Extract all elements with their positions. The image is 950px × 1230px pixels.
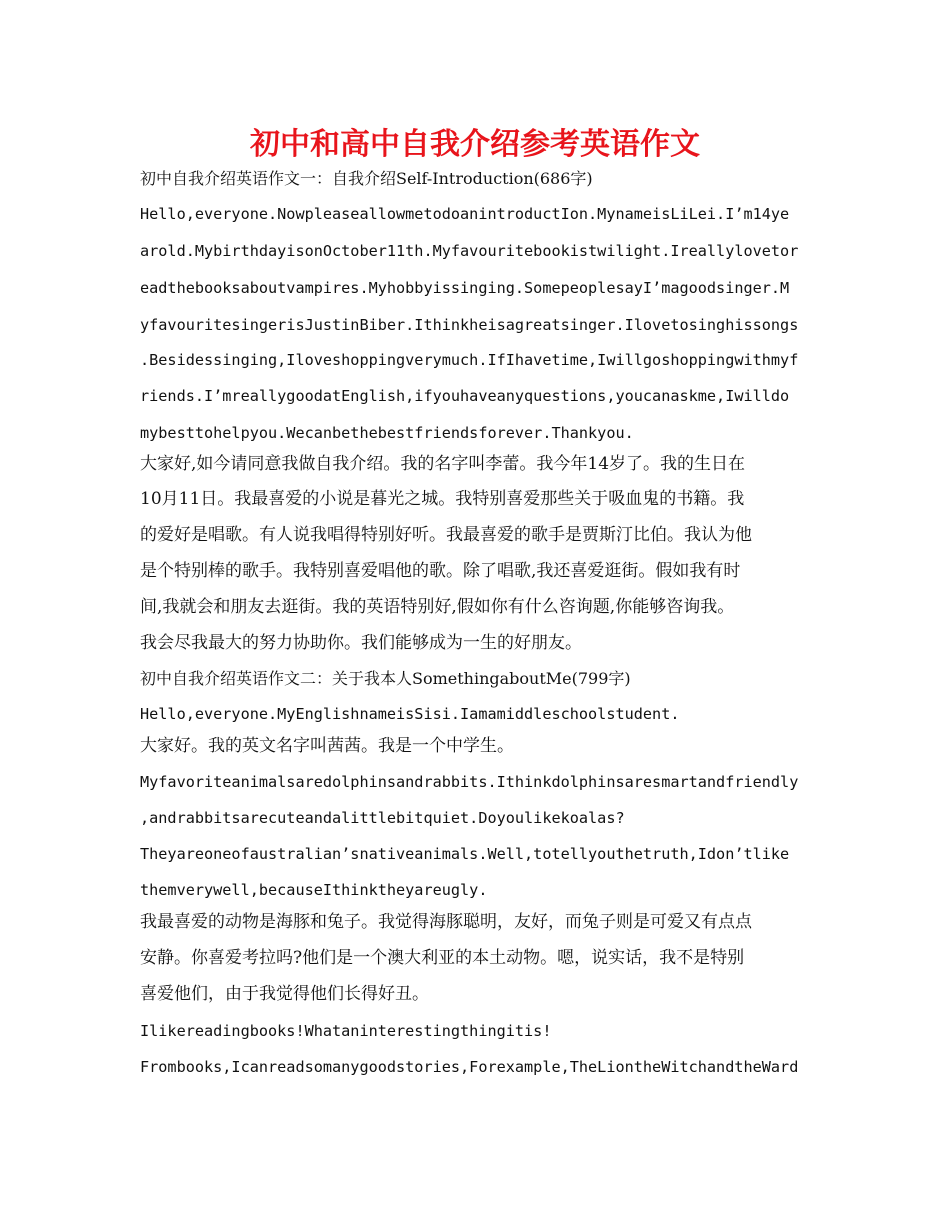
- essay-1-english-line: eadthebooksaboutvampires.Myhobbyissinging.SomepeoplesayI’magoodsinger.M: [140, 279, 790, 297]
- essay-2-chinese-line: 大家好。我的英文名字叫茜茜。我是一个中学生。: [140, 736, 514, 756]
- essay-2-english-line: Myfavoriteanimalsaredolphinsandrabbits.Ithinkdolphinsaresmartandfriendly: [140, 773, 799, 791]
- essay-1-english-line: .Besidessinging,Iloveshoppingverymuch.IfIhavetime,Iwillgoshoppingwithmyf: [140, 351, 799, 369]
- essay-1-english-line: riends.I’mreallygoodatEnglish,ifyouhaveanyquestions,youcanaskme,Iwilldo: [140, 387, 790, 405]
- essay-2-english-line: Frombooks,Icanreadsomanygoodstories,Forexample,TheLiontheWitchandtheWard: [140, 1058, 799, 1076]
- essay-1-chinese-line: 大家好,如今请同意我做自我介绍。我的名字叫李蕾。我今年14岁了。我的生日在: [140, 454, 746, 474]
- essay-1-chinese-line: 间,我就会和朋友去逛街。我的英语特别好,假如你有什么咨询题,你能够咨询我。: [140, 597, 735, 617]
- essay-2-english-line: Ilikereadingbooks!Whataninterestingthingitis!: [140, 1022, 552, 1040]
- essay-2-heading: 初中自我介绍英语作文二：关于我本人SomethingaboutMe(799字): [140, 669, 631, 688]
- essay-1-english-line: mybesttohelpyou.Wecanbethebestfriendsforever.Thankyou.: [140, 424, 634, 442]
- essay-1-chinese-line: 10月11日。我最喜爱的小说是暮光之城。我特别喜爱那些关于吸血鬼的书籍。我: [140, 489, 745, 509]
- essay-1-chinese-line: 的爱好是唱歌。有人说我唱得特别好听。我最喜爱的歌手是贾斯汀比伯。我认为他: [140, 525, 752, 545]
- essay-1-chinese-line: 我会尽我最大的努力协助你。我们能够成为一生的好朋友。: [140, 633, 582, 653]
- essay-2-chinese-line: 安静。你喜爱考拉吗?他们是一个澳大利亚的本土动物。嗯，说实话，我不是特别: [140, 948, 745, 968]
- essay-2-chinese-line: 喜爱他们，由于我觉得他们长得好丑。: [140, 984, 429, 1004]
- essay-2-english-line: Hello,everyone.MyEnglishnameisSisi.Iamamiddleschoolstudent.: [140, 705, 680, 723]
- essay-2-chinese-line: 我最喜爱的动物是海豚和兔子。我觉得海豚聪明，友好，而兔子则是可爱又有点点: [140, 912, 752, 932]
- essay-1-chinese-line: 是个特别棒的歌手。我特别喜爱唱他的歌。除了唱歌,我还喜爱逛街。假如我有时: [140, 561, 741, 581]
- essay-2-english-line: ,andrabbitsarecuteandalittlebitquiet.Doyoulikekoalas?: [140, 809, 625, 827]
- essay-1-english-line: yfavouritesingerisJustinBiber.Ithinkheisagreatsinger.Ilovetosinghissongs: [140, 316, 799, 334]
- essay-1-english-line: Hello,everyone.NowpleaseallowmetodoanintroductIon.MynameisLiLei.I’m14ye: [140, 205, 790, 223]
- essay-2-english-line: Theyareoneofaustralian’snativeanimals.Well,totellyouthetruth,Idon’tlike: [140, 845, 790, 863]
- essay-1-heading: 初中自我介绍英语作文一：自我介绍Self-Introduction(686字): [140, 169, 593, 188]
- essay-1-english-line: arold.MybirthdayisonOctober11th.Myfavouritebookistwilight.Ireallylovetor: [140, 242, 799, 260]
- essay-2-english-line: themverywell,becauseIthinktheyareugly.: [140, 881, 488, 899]
- document-title: 初中和高中自我介绍参考英语作文: [250, 127, 700, 162]
